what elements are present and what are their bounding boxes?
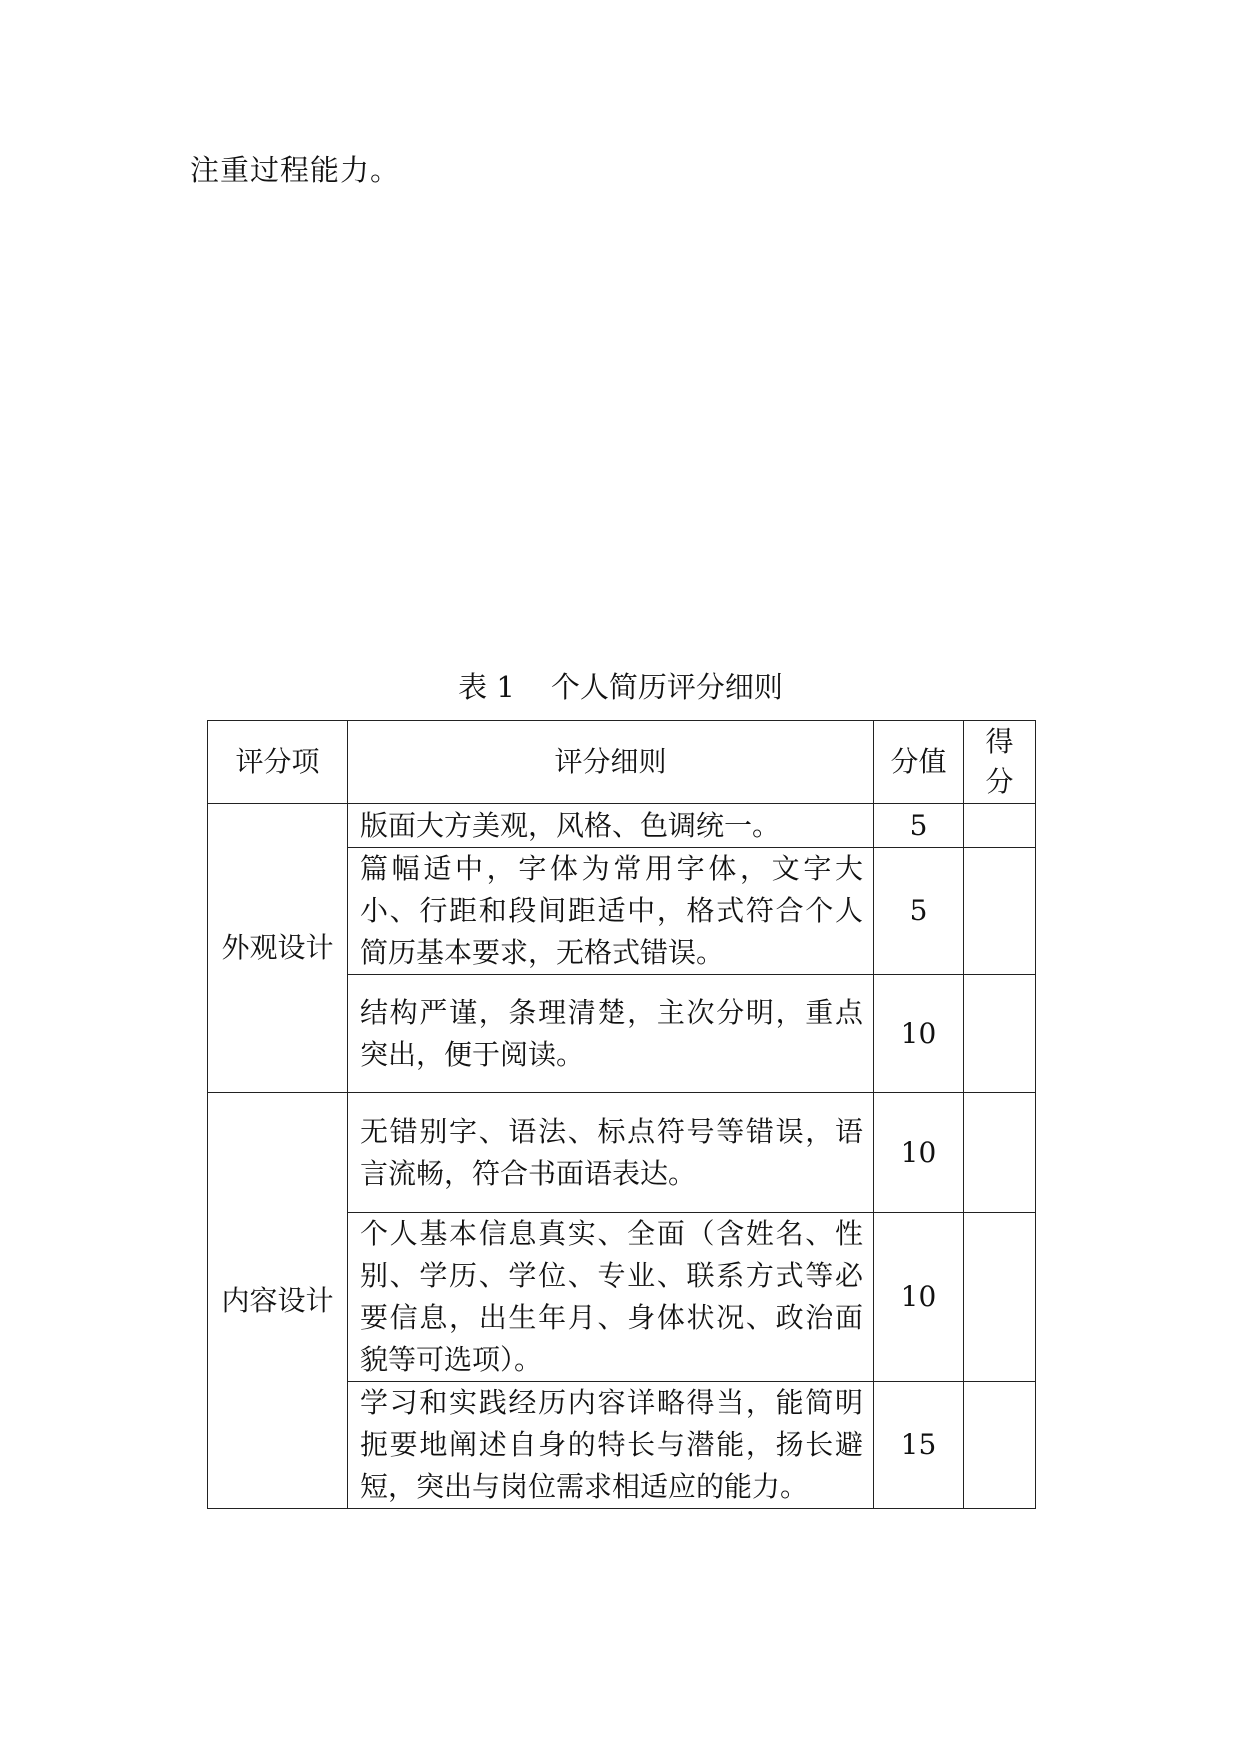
score-cell xyxy=(964,804,1036,848)
table-row xyxy=(208,804,1036,848)
rule-cell: 结构严谨，条理清楚，主次分明，重点突出，便于阅读。 xyxy=(348,975,874,1093)
header-rule: 评分细则 xyxy=(348,721,874,804)
score-cell xyxy=(964,848,1036,975)
rule-cell: 篇幅适中，字体为常用字体，文字大小、行距和段间距适中，格式符合个人简历基本要求，无格式错误。 xyxy=(348,848,874,975)
group-name-appearance: 外观设计 xyxy=(208,804,348,1093)
value-cell: 10 xyxy=(874,975,964,1093)
table-caption xyxy=(0,667,1241,707)
score-cell xyxy=(964,1382,1036,1509)
caption-title: 个人简历评分细则 xyxy=(550,670,783,704)
value-cell: 5 xyxy=(874,848,964,975)
table-header-row xyxy=(208,721,1036,804)
header-score-bottom: 分 xyxy=(985,765,1014,798)
header-value: 分值 xyxy=(874,721,964,804)
header-score-top: 得 xyxy=(985,725,1014,758)
scoring-table xyxy=(207,720,1036,1509)
value-cell: 15 xyxy=(874,1382,964,1509)
header-item: 评分项 xyxy=(208,721,348,804)
rule-cell: 版面大方美观，风格、色调统一。 xyxy=(348,804,874,848)
score-cell xyxy=(964,975,1036,1093)
rule-cell: 无错别字、语法、标点符号等错误，语言流畅，符合书面语表达。 xyxy=(348,1093,874,1213)
value-cell: 5 xyxy=(874,804,964,848)
intro-text: 注重过程能力。 xyxy=(190,153,401,187)
scoring-table-wrapper xyxy=(207,720,1036,1509)
header-score xyxy=(964,721,1036,804)
value-cell: 10 xyxy=(874,1093,964,1213)
value-cell: 10 xyxy=(874,1213,964,1382)
caption-number: 表 1 xyxy=(458,670,515,704)
table-row xyxy=(208,1093,1036,1213)
group-name-content: 内容设计 xyxy=(208,1093,348,1509)
rule-cell: 个人基本信息真实、全面（含姓名、性别、学历、学位、专业、联系方式等必要信息，出生年月、身体状况、政治面貌等可选项）。 xyxy=(348,1213,874,1382)
rule-cell: 学习和实践经历内容详略得当，能简明扼要地阐述自身的特长与潜能，扬长避短，突出与岗位需求相适应的能力。 xyxy=(348,1382,874,1509)
score-cell xyxy=(964,1213,1036,1382)
score-cell xyxy=(964,1093,1036,1213)
